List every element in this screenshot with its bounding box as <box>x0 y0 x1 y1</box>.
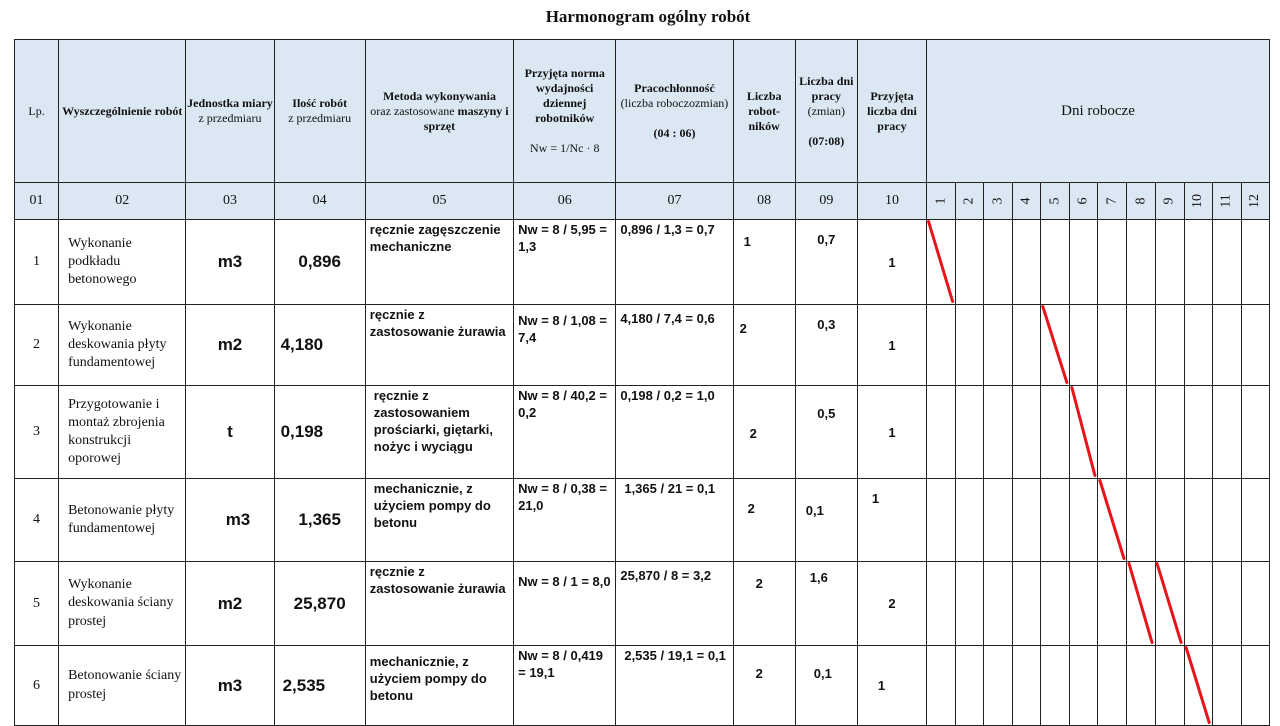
day-number: 1 <box>927 183 956 220</box>
day-cell <box>1212 479 1241 562</box>
row-number: 6 <box>15 646 59 726</box>
labor: 1,365 / 21 = 0,1 <box>616 479 733 562</box>
day-cell <box>927 562 956 646</box>
day-cell <box>1212 386 1241 479</box>
day-cell <box>1241 386 1269 479</box>
method: ręcznie z zastosowaniem prościarki, giętarki, nożyc i wyciągu <box>365 386 513 479</box>
day-number: 6 <box>1070 183 1098 220</box>
day-cell <box>1241 562 1269 646</box>
day-number: 3 <box>984 183 1013 220</box>
work-name: Betonowanie płyty fundamentowej <box>59 479 186 562</box>
day-cell <box>1013 220 1041 305</box>
day-cell <box>1212 220 1241 305</box>
norm: Nw = 8 / 5,95 = 1,3 <box>514 220 616 305</box>
work-name: Przygotowanie i montaż zbrojenia konstrukcji oporowej <box>59 386 186 479</box>
day-cell <box>984 646 1013 726</box>
day-cell <box>1184 646 1212 726</box>
day-cell <box>927 305 956 386</box>
days: 0,3 <box>795 305 857 386</box>
row-number: 4 <box>15 479 59 562</box>
quantity: 4,180 <box>274 305 365 386</box>
workers: 1 <box>733 220 795 305</box>
day-cell <box>1127 562 1155 646</box>
day-cell <box>1013 305 1041 386</box>
day-number: 7 <box>1098 183 1127 220</box>
days: 0,5 <box>795 386 857 479</box>
method: mechanicznie, z użyciem pompy do betonu <box>365 646 513 726</box>
day-number: 2 <box>956 183 984 220</box>
table-row <box>15 220 1270 305</box>
day-cell <box>1212 562 1241 646</box>
column-number: 07 <box>616 183 733 220</box>
column-number-row <box>15 183 1270 220</box>
days: 0,1 <box>795 479 857 562</box>
adopted-days: 1 <box>857 305 926 386</box>
days: 1,6 <box>795 562 857 646</box>
day-cell <box>927 646 956 726</box>
header-workers: Liczba robot-ników <box>733 40 795 183</box>
day-cell <box>1013 646 1041 726</box>
unit: m3 <box>186 479 274 562</box>
quantity: 0,198 <box>274 386 365 479</box>
day-cell <box>1070 386 1098 479</box>
quantity: 2,535 <box>274 646 365 726</box>
day-cell <box>984 386 1013 479</box>
header-method: Metoda wykonywania oraz zastosowane maszyny i sprzęt <box>365 40 513 183</box>
day-cell <box>1041 220 1070 305</box>
workers: 2 <box>733 479 795 562</box>
day-cell <box>1098 386 1127 479</box>
row-number: 3 <box>15 386 59 479</box>
norm: Nw = 8 / 40,2 = 0,2 <box>514 386 616 479</box>
adopted-days: 1 <box>857 646 926 726</box>
day-cell <box>1041 386 1070 479</box>
table-row <box>15 386 1270 479</box>
method: ręcznie z zastosowanie żurawia <box>365 562 513 646</box>
labor: 4,180 / 7,4 = 0,6 <box>616 305 733 386</box>
column-number: 09 <box>795 183 857 220</box>
day-cell <box>956 646 984 726</box>
day-cell <box>1127 220 1155 305</box>
adopted-days: 1 <box>857 479 926 562</box>
day-cell <box>1184 305 1212 386</box>
header-name: Wyszczególnienie robót <box>59 40 186 183</box>
day-cell <box>1184 386 1212 479</box>
quantity: 0,896 <box>274 220 365 305</box>
day-cell <box>1041 562 1070 646</box>
adopted-days: 1 <box>857 220 926 305</box>
adopted-days: 1 <box>857 386 926 479</box>
unit: m3 <box>186 646 274 726</box>
day-cell <box>1098 562 1127 646</box>
day-cell <box>1041 479 1070 562</box>
method: ręcznie zagęszczenie mechaniczne <box>365 220 513 305</box>
day-number: 10 <box>1184 183 1212 220</box>
day-cell <box>927 386 956 479</box>
day-cell <box>1070 562 1098 646</box>
workers: 2 <box>733 305 795 386</box>
unit: m2 <box>186 562 274 646</box>
day-cell <box>1184 220 1212 305</box>
column-number: 08 <box>733 183 795 220</box>
day-cell <box>1041 646 1070 726</box>
labor: 25,870 / 8 = 3,2 <box>616 562 733 646</box>
day-cell <box>1127 646 1155 726</box>
quantity: 25,870 <box>274 562 365 646</box>
day-cell <box>1127 386 1155 479</box>
day-cell <box>927 220 956 305</box>
day-number: 5 <box>1041 183 1070 220</box>
column-number: 10 <box>857 183 926 220</box>
days: 0,7 <box>795 220 857 305</box>
day-cell <box>956 386 984 479</box>
column-number: 03 <box>186 183 274 220</box>
norm: Nw = 8 / 1,08 = 7,4 <box>514 305 616 386</box>
table-row <box>15 562 1270 646</box>
quantity: 1,365 <box>274 479 365 562</box>
day-number: 9 <box>1155 183 1184 220</box>
table-row <box>15 305 1270 386</box>
table-row <box>15 646 1270 726</box>
day-cell <box>984 220 1013 305</box>
norm-formula: Nw = 1/Nc · 8 <box>530 141 600 155</box>
day-cell <box>1241 305 1269 386</box>
norm: Nw = 8 / 1 = 8,0 <box>514 562 616 646</box>
labor: 2,535 / 19,1 = 0,1 <box>616 646 733 726</box>
header-quantity: Ilość robót z przedmiaru <box>274 40 365 183</box>
labor: 0,198 / 0,2 = 1,0 <box>616 386 733 479</box>
work-name: Wykonanie deskowania ściany prostej <box>59 562 186 646</box>
unit: t <box>186 386 274 479</box>
column-number: 05 <box>365 183 513 220</box>
header-unit: Jednostka miary z przedmiaru <box>186 40 274 183</box>
day-number: 4 <box>1013 183 1041 220</box>
day-cell <box>1070 305 1098 386</box>
day-cell <box>1070 479 1098 562</box>
day-cell <box>1127 479 1155 562</box>
table-row <box>15 479 1270 562</box>
work-name: Wykonanie deskowania płyty fundamentowej <box>59 305 186 386</box>
day-cell <box>1155 386 1184 479</box>
row-number: 5 <box>15 562 59 646</box>
day-cell <box>1013 562 1041 646</box>
document-title: Harmonogram ogólny robót <box>545 7 751 26</box>
column-number: 04 <box>274 183 365 220</box>
day-cell <box>1098 305 1127 386</box>
day-cell <box>984 479 1013 562</box>
workers: 2 <box>733 646 795 726</box>
method: ręcznie z zastosowanie żurawia <box>365 305 513 386</box>
day-cell <box>1155 479 1184 562</box>
day-cell <box>1184 562 1212 646</box>
days: 0,1 <box>795 646 857 726</box>
workers: 2 <box>733 562 795 646</box>
day-cell <box>1155 305 1184 386</box>
header-lp: Lp. <box>15 40 59 183</box>
day-cell <box>1241 479 1269 562</box>
day-cell <box>956 220 984 305</box>
unit: m3 <box>186 220 274 305</box>
day-cell <box>956 305 984 386</box>
adopted-days: 2 <box>857 562 926 646</box>
day-cell <box>1184 479 1212 562</box>
day-cell <box>1241 646 1269 726</box>
day-cell <box>1013 386 1041 479</box>
header-norm: Przyjęta norma wydajności dziennej robotników Nw = 1/Nc · 8 <box>514 40 616 183</box>
labor: 0,896 / 1,3 = 0,7 <box>616 220 733 305</box>
day-cell <box>1098 479 1127 562</box>
day-cell <box>956 479 984 562</box>
norm: Nw = 8 / 0,419 = 19,1 <box>514 646 616 726</box>
day-cell <box>1127 305 1155 386</box>
unit: m2 <box>186 305 274 386</box>
day-number: 12 <box>1241 183 1269 220</box>
row-number: 1 <box>15 220 59 305</box>
header-workdays: Dni robocze <box>927 40 1270 183</box>
column-number: 01 <box>15 183 59 220</box>
day-cell <box>1070 220 1098 305</box>
schedule-table <box>14 39 1270 726</box>
day-cell <box>1212 646 1241 726</box>
header-labor: Pracochłonność (liczba roboczozmian) (04 : 06) <box>616 40 733 183</box>
day-cell <box>984 562 1013 646</box>
day-cell <box>1155 646 1184 726</box>
method: mechanicznie, z użyciem pompy do betonu <box>365 479 513 562</box>
row-number: 2 <box>15 305 59 386</box>
day-cell <box>1212 305 1241 386</box>
header-days: Liczba dni pracy (zmian) (07:08) <box>795 40 857 183</box>
day-cell <box>1098 646 1127 726</box>
work-name: Betonowanie ściany prostej <box>59 646 186 726</box>
day-cell <box>927 479 956 562</box>
day-cell <box>984 305 1013 386</box>
work-name: Wykonanie podkładu betonowego <box>59 220 186 305</box>
column-number: 06 <box>514 183 616 220</box>
workers: 2 <box>733 386 795 479</box>
day-cell <box>1155 562 1184 646</box>
header-adopted-days: Przyjęta liczba dni pracy <box>857 40 926 183</box>
day-cell <box>1098 220 1127 305</box>
day-cell <box>1013 479 1041 562</box>
day-number: 8 <box>1127 183 1155 220</box>
day-cell <box>1041 305 1070 386</box>
day-cell <box>1241 220 1269 305</box>
day-cell <box>1070 646 1098 726</box>
day-cell <box>1155 220 1184 305</box>
norm: Nw = 8 / 0,38 = 21,0 <box>514 479 616 562</box>
column-number: 02 <box>59 183 186 220</box>
day-number: 11 <box>1212 183 1241 220</box>
day-cell <box>956 562 984 646</box>
